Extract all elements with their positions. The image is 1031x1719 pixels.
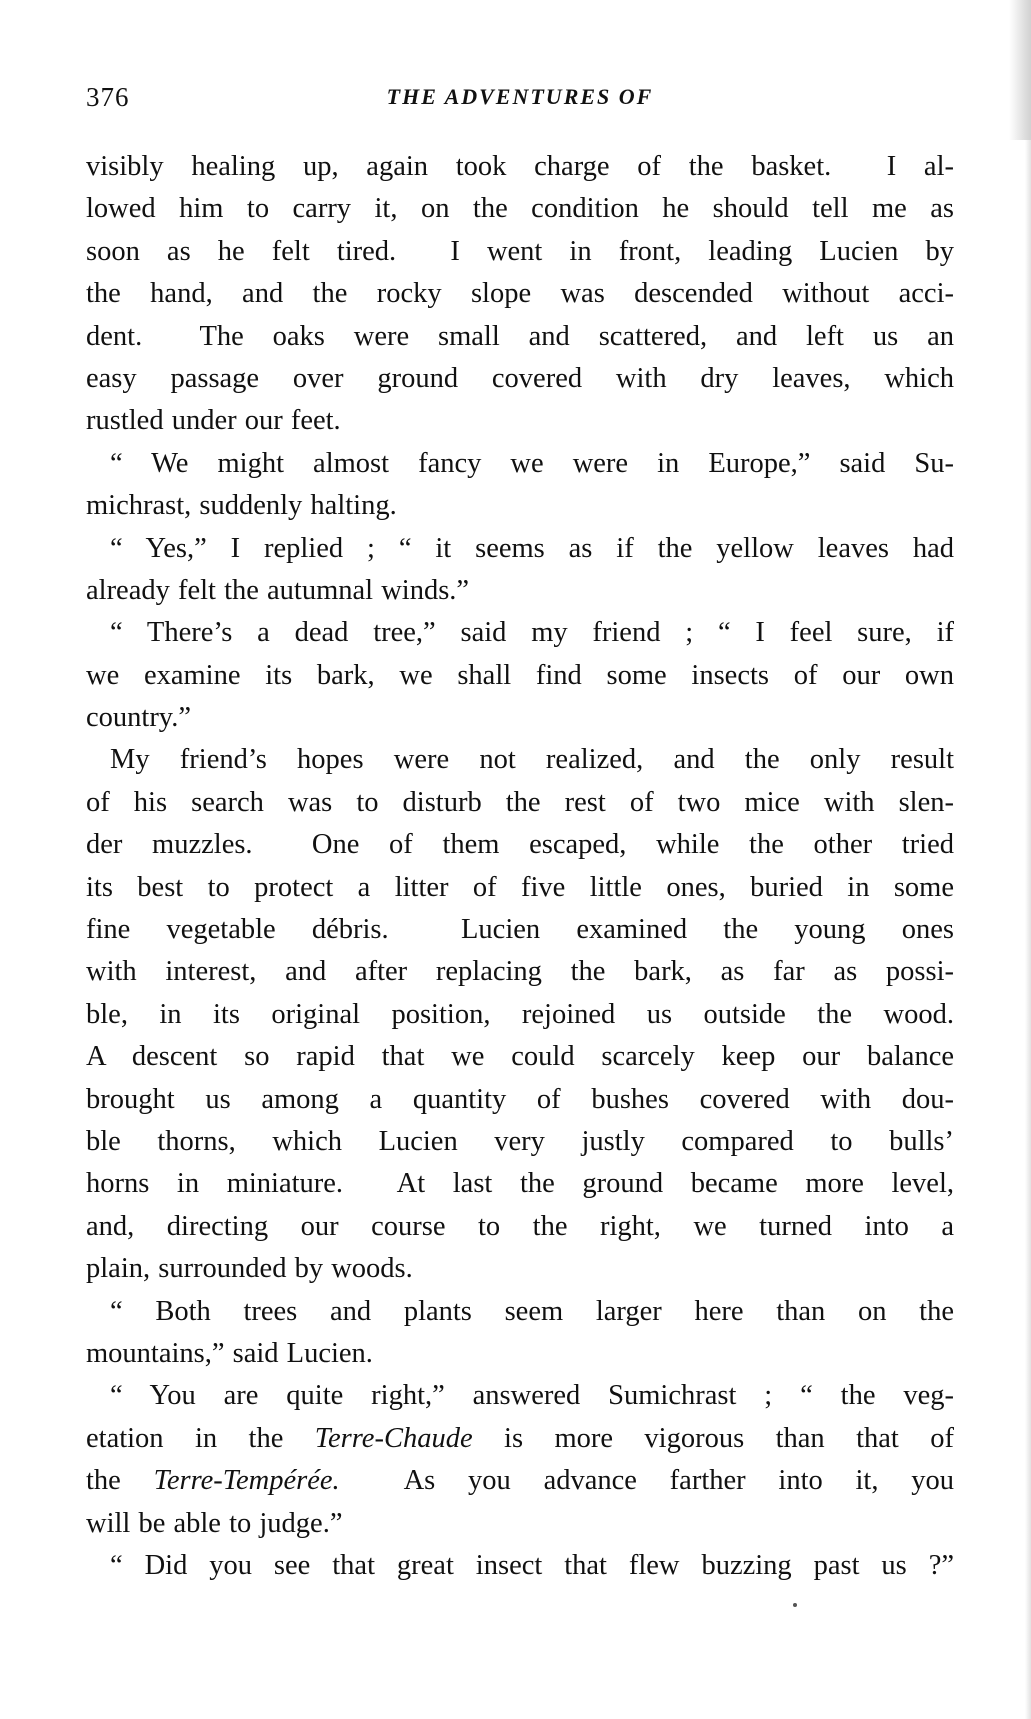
text-segment: the hand, and the rocky slope was descended without acci- — [86, 278, 954, 310]
text-segment: dent. The oaks were small and scattered, and left us an — [86, 320, 954, 352]
text-segment: ble thorns, which Lucien very justly compared to bulls’ — [86, 1125, 954, 1157]
text-line — [86, 1036, 954, 1078]
text-segment: country.” — [86, 702, 191, 734]
text-line — [86, 1503, 954, 1545]
text-segment: brought us among a quantity of bushes covered with dou- — [86, 1083, 954, 1115]
text-line — [86, 1418, 954, 1460]
text-line — [86, 1333, 954, 1375]
text-line — [86, 1248, 954, 1290]
text-line — [86, 994, 954, 1036]
text-segment: easy passage over ground covered with dry leaves, which — [86, 362, 954, 394]
text-line — [86, 1079, 954, 1121]
text-line — [86, 824, 954, 866]
text-segment: “ Did you see that great insect that flew buzzing past us ?” — [110, 1549, 954, 1581]
text-segment: will be able to judge.” — [86, 1507, 343, 1539]
text-segment: mountains,” said Lucien. — [86, 1337, 373, 1369]
text-segment: soon as he felt tired. I went in front, leading Lucien by — [86, 235, 954, 267]
text-segment: michrast, suddenly halting. — [86, 490, 397, 522]
text-segment: der muzzles. One of them escaped, while the other tried — [86, 829, 954, 861]
italic-text: Terre-Tempérée. — [153, 1465, 340, 1497]
text-line — [86, 273, 954, 315]
text-segment: “ There’s a dead tree,” said my friend ; “ I feel sure, if — [110, 617, 954, 649]
text-segment: “ Both trees and plants seem larger here than on the — [110, 1295, 954, 1327]
text-line — [86, 1163, 954, 1205]
scan-edge-shadow — [1025, 140, 1031, 1719]
text-segment: we examine its bark, we shall find some insects of our own — [86, 659, 954, 691]
text-segment: fine vegetable débris. Lucien examined the young ones — [86, 914, 954, 946]
text-line — [86, 146, 954, 188]
text-segment: etation in the — [86, 1422, 315, 1454]
text-segment: lowed him to carry it, on the condition he should tell me as — [86, 193, 954, 225]
text-line — [86, 1375, 954, 1417]
text-segment: My friend’s hopes were not realized, and the only result — [110, 744, 954, 776]
text-line — [86, 612, 954, 654]
text-segment: “ You are quite right,” answered Sumichrast ; “ the veg- — [110, 1380, 954, 1412]
running-title: THE ADVENTURES OF — [386, 84, 654, 109]
text-line — [86, 1545, 954, 1587]
text-segment: its best to protect a litter of five little ones, buried in some — [86, 871, 954, 903]
scan-edge-shadow — [1009, 0, 1031, 140]
text-line — [86, 867, 954, 909]
text-line — [86, 739, 954, 781]
text-segment: “ Yes,” I replied ; “ it seems as if the yellow leaves had — [110, 532, 954, 564]
text-line — [86, 1291, 954, 1333]
text-segment: already felt the autumnal winds.” — [86, 574, 470, 606]
text-line — [86, 1206, 954, 1248]
scan-speck — [793, 1603, 797, 1607]
text-segment: ble, in its original position, rejoined us outside the wood. — [86, 998, 954, 1030]
text-line — [86, 358, 954, 400]
text-line — [86, 655, 954, 697]
text-line — [86, 1121, 954, 1163]
text-line — [86, 697, 954, 739]
text-line — [86, 316, 954, 358]
text-segment: As you advance farther into it, you — [339, 1465, 954, 1497]
page-header — [86, 82, 954, 116]
page-body-text — [86, 146, 954, 1587]
text-segment: A descent so rapid that we could scarcely keep our balance — [86, 1041, 954, 1073]
text-line — [86, 231, 954, 273]
text-line — [86, 443, 954, 485]
text-segment: rustled under our feet. — [86, 405, 341, 437]
text-segment: of his search was to disturb the rest of two mice with slen- — [86, 786, 954, 818]
text-line — [86, 485, 954, 527]
text-segment: horns in miniature. At last the ground became more level, — [86, 1168, 954, 1200]
text-line — [86, 909, 954, 951]
text-segment: “ We might almost fancy we were in Europe,” said Su- — [110, 447, 954, 479]
text-line — [86, 1460, 954, 1502]
text-line — [86, 951, 954, 993]
text-segment: is more vigorous than that of — [472, 1422, 954, 1454]
text-segment: the — [86, 1465, 154, 1497]
text-line — [86, 570, 954, 612]
text-line — [86, 782, 954, 824]
text-line — [86, 188, 954, 230]
text-line — [86, 528, 954, 570]
text-segment: and, directing our course to the right, we turned into a — [86, 1210, 954, 1242]
italic-text: Terre-Chaude — [314, 1422, 473, 1454]
text-line — [86, 400, 954, 442]
text-segment: visibly healing up, again took charge of the basket. I al- — [86, 151, 954, 182]
text-segment: plain, surrounded by woods. — [86, 1253, 413, 1285]
page-number: 376 — [86, 82, 130, 112]
text-segment: with interest, and after replacing the bark, as far as possi- — [86, 956, 954, 988]
